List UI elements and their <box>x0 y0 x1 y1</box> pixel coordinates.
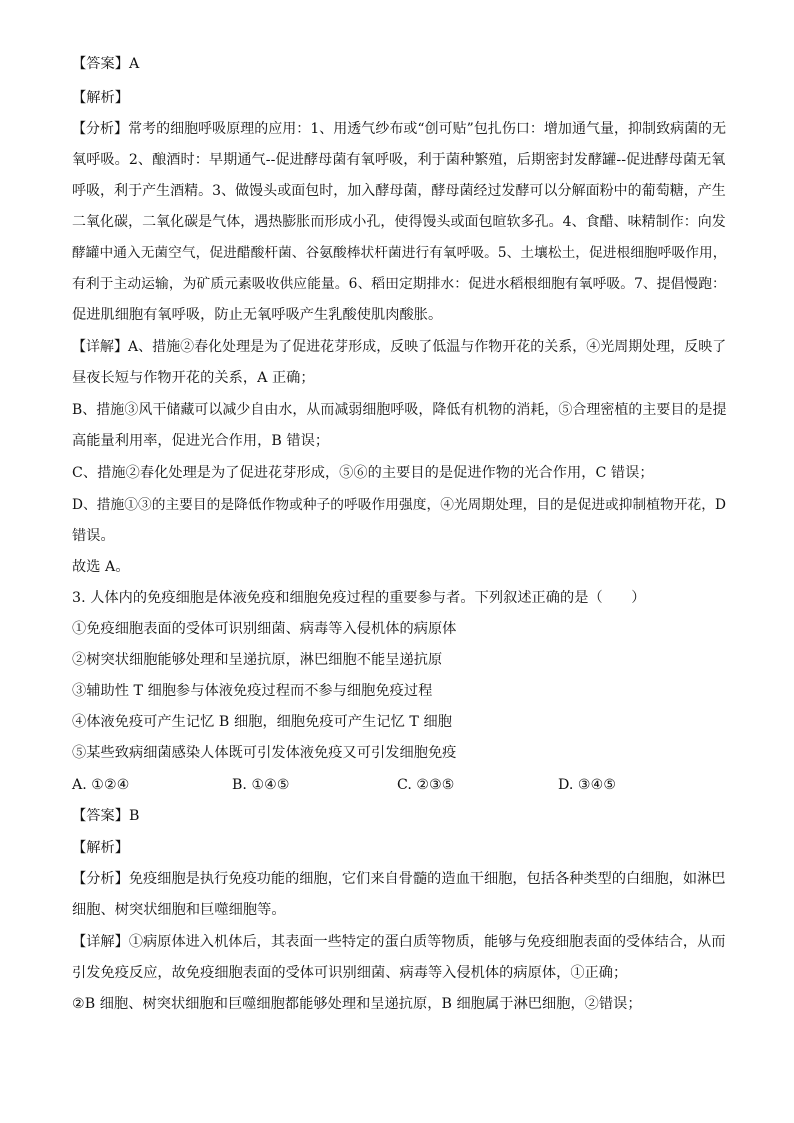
answer-option: A. ①②④ <box>72 777 130 793</box>
text-line: C、措施②春化处理是为了促进花芽形成，⑤⑥的主要目的是促进作物的光合作用，C 错误； <box>72 465 654 481</box>
answer-option: B. ①④⑤ <box>232 777 290 793</box>
text-line: 【详解】A、措施②春化处理是为了促进花芽形成，反映了低温与作物开花的关系，④光周期处理，反映了 <box>72 339 727 355</box>
text-line: 【答案】B <box>72 808 140 824</box>
text-line: 呼吸，利于产生酒精。3、做馒头或面包时，加入酵母菌，酵母菌经过发酵可以分解面粉中的葡萄糖，产生 <box>72 183 726 199</box>
text-line: 3. 人体内的免疫细胞是体液免疫和细胞免疫过程的重要参与者。下列叙述正确的是（ ） <box>72 590 646 606</box>
text-line: 促进肌细胞有氧呼吸，防止无氧呼吸产生乳酸使肌肉酸胀。 <box>72 307 443 323</box>
text-line: 【分析】免疫细胞是执行免疫功能的细胞，它们来自骨髓的造血干细胞，包括各种类型的白细胞，如淋巴 <box>72 871 726 887</box>
text-line: 【详解】①病原体进入机体后，其表面一些特定的蛋白质等物质，能够与免疫细胞表面的受体结合，从而 <box>72 934 726 950</box>
answer-option: D. ③④⑤ <box>558 777 617 793</box>
text-line: 【分析】常考的细胞呼吸原理的应用：1、用透气纱布或“创可贴”包扎伤口：增加通气量，抑制致病菌的无 <box>72 121 727 137</box>
text-line: 有利于主动运输，为矿质元素吸收供应能量。6、稻田定期排水：促进水稻根细胞有氧呼吸。7、提倡慢跑： <box>72 276 726 292</box>
text-line: 故选 A。 <box>72 559 130 575</box>
text-line: 高能量利用率，促进光合作用，B 错误； <box>72 433 330 449</box>
text-line: ④体液免疫可产生记忆 B 细胞，细胞免疫可产生记忆 T 细胞 <box>72 714 452 730</box>
answer-option: C. ②③⑤ <box>397 777 455 793</box>
text-line: 【解析】 <box>72 90 129 106</box>
text-line: B、措施③风干储藏可以减少自由水，从而减弱细胞呼吸，降低有机物的消耗，⑤合理密植的主要目的是提 <box>72 402 727 418</box>
text-line: 二氧化碳，二氧化碳是气体，遇热膨胀而形成小孔，使得馒头或面包暄软多孔。4、食醋、味精制作：向发 <box>72 214 726 230</box>
text-line: ②B 细胞、树突状细胞和巨噬细胞都能够处理和呈递抗原，B 细胞属于淋巴细胞，②错误； <box>72 996 642 1012</box>
text-line: ③辅助性 T 细胞参与体液免疫过程而不参与细胞免疫过程 <box>72 683 433 699</box>
text-line: 昼夜长短与作物开花的关系，A 正确； <box>72 370 315 386</box>
text-line: ⑤某些致病细菌感染人体既可引发体液免疫又可引发细胞免疫 <box>72 745 457 761</box>
text-line: ①免疫细胞表面的受体可识别细菌、病毒等入侵机体的病原体 <box>72 621 457 637</box>
text-line: D、措施①③的主要目的是降低作物或种子的呼吸作用强度，④光周期处理，目的是促进或抑制植物开花，D <box>72 497 726 513</box>
text-line: ②树突状细胞能够处理和呈递抗原，淋巴细胞不能呈递抗原 <box>72 652 443 668</box>
text-line: 错误。 <box>72 528 115 544</box>
text-line: 【答案】A <box>72 56 140 72</box>
text-line: 氧呼吸。2、酿酒时：早期通气--促进酵母菌有氧呼吸，利于菌种繁殖，后期密封发酵罐--促进酵母菌无氧 <box>72 152 726 168</box>
text-line: 引发免疫反应，故免疫细胞表面的受体可识别细菌、病毒等入侵机体的病原体，①正确； <box>72 965 628 981</box>
text-line: 【解析】 <box>72 840 129 856</box>
text-line: 细胞、树突状细胞和巨噬细胞等。 <box>72 902 286 918</box>
text-line: 酵罐中通入无菌空气，促进醋酸杆菌、谷氨酸棒状杆菌进行有氧呼吸。5、土壤松土，促进根细胞呼吸作用， <box>72 245 727 261</box>
